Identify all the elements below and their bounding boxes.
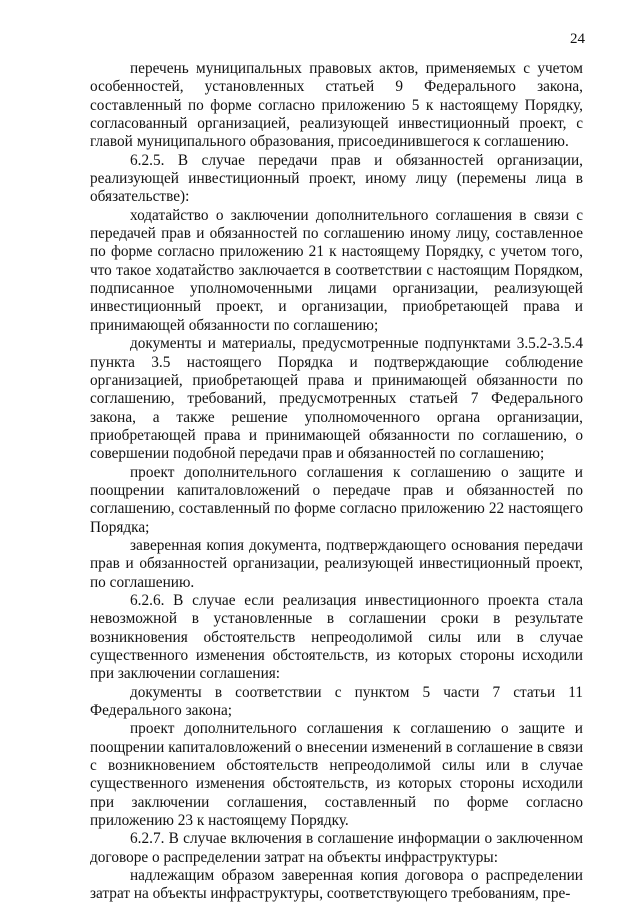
paragraph-cost-distribution-copy: надлежащим образом заверенная копия договора о распределении затрат на объекты инфраструктуры, соответствующего требованиям, пре- <box>90 867 583 903</box>
paragraph-6-2-5: 6.2.5. В случае передачи прав и обязанностей организации, реализующей инвестиционный проект, иному лицу (перемены лица в обязательстве): <box>90 151 583 206</box>
paragraph-documents-point-5: документы в соответствии с пунктом 5 части 7 статьи 11 Федерального закона; <box>90 683 583 720</box>
paragraph-petition: ходатайство о заключении дополнительного соглашения в связи с передачей прав и обязанностей по соглашению иному лицу, составленное по форме согласно приложению 21 к настоящему Порядку, с учетом того, что такое ходатайство заключается в соответствии с настоящим Порядком, подписанное уполномоченными лицами организации, реализующей инвестиционный проект, и организации, приобретающей права и принимающей обязанности по соглашению; <box>90 206 583 334</box>
paragraph-municipal-acts-list: перечень муниципальных правовых актов, применяемых с учетом особенностей, установленных статьей 9 Федерального закона, составленный по форме согласно приложению 5 к настоящему Порядку, согласованный организацией, реализующей инвестиционный проект, с главой муниципального образования, присоединившегося к соглашению. <box>90 60 583 151</box>
paragraph-documents-materials: документы и материалы, предусмотренные подпунктами 3.5.2-3.5.4 пункта 3.5 настоящего Порядка и подтверждающие соблюдение организацией, приобретающей права и принимающей обязанности по соглашению, требований, предусмотренных статьей 7 Федерального закона, а также решение уполномоченного органа организации, приобретающей права и принимающей обязанности по соглашению, о совершении подобной передачи прав и обязанностей по соглашению; <box>90 335 583 463</box>
paragraph-6-2-7: 6.2.7. В случае включения в соглашение информации о заключенном договоре о распределении затрат на объекты инфраструктуры: <box>90 830 583 866</box>
paragraph-certified-copy: заверенная копия документа, подтверждающего основания передачи прав и обязанностей организации, реализующей инвестиционный проект, по соглашению. <box>90 536 583 591</box>
document-body <box>90 60 583 904</box>
paragraph-draft-agreement-transfer: проект дополнительного соглашения к соглашению о защите и поощрении капиталовложений о передаче прав и обязанностей по соглашению, составленный по форме согласно приложению 22 настоящего Порядка; <box>90 463 583 536</box>
paragraph-draft-agreement-force-majeure: проект дополнительного соглашения к соглашению о защите и поощрении капиталовложений о внесении изменений в соглашение в связи с возникновением обстоятельств непреодолимой силы или в случае существенного изменения обстоятельств, из которых стороны исходили при заключении соглашения, составленный по форме согласно приложению 23 к настоящему Порядку. <box>90 720 583 830</box>
paragraph-6-2-6: 6.2.6. В случае если реализация инвестиционного проекта стала невозможной в установленные в соглашении сроки в результате возникновения обстоятельств непреодолимой силы или в случае существенного изменения обстоятельств, из которых стороны исходили при заключении соглашения: <box>90 591 583 683</box>
page-number: 24 <box>570 31 585 47</box>
